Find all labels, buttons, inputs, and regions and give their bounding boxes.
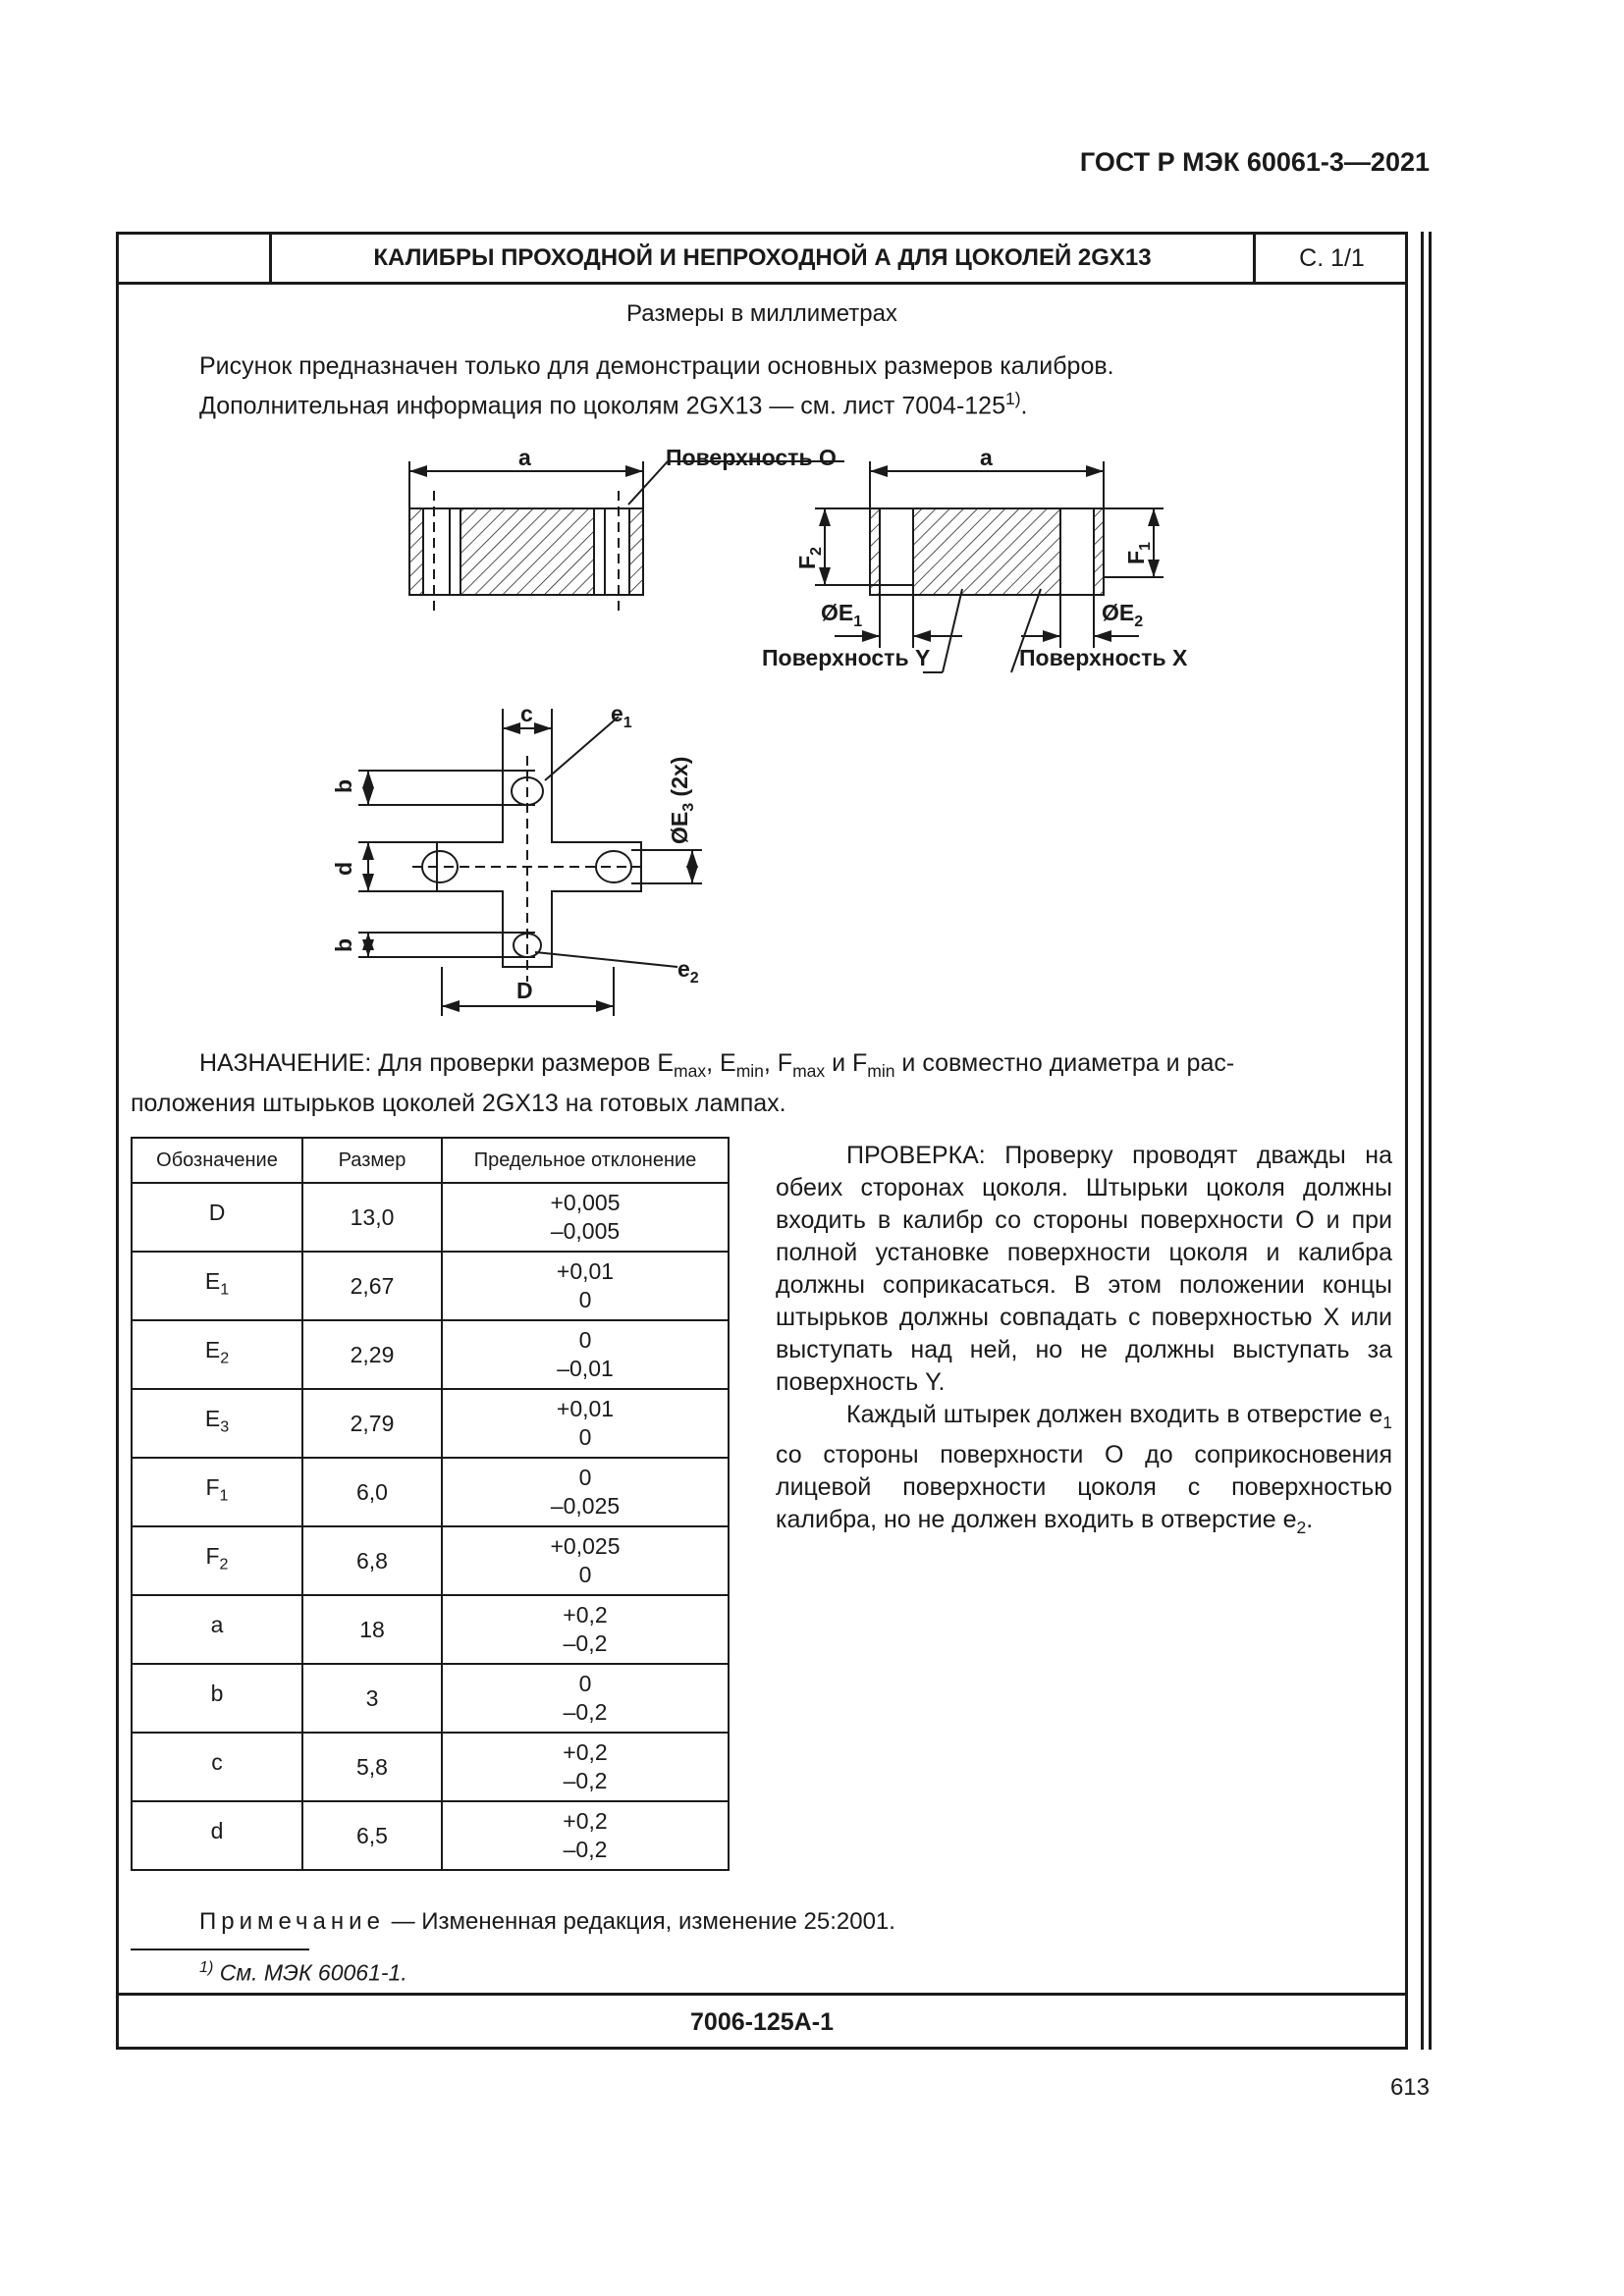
frame-double-line bbox=[1429, 232, 1432, 2050]
cell-tolerance: 0 –0,2 bbox=[442, 1664, 729, 1733]
sheet-code: 7006-125A-1 bbox=[690, 2008, 834, 2036]
cell-tolerance: +0,01 0 bbox=[442, 1389, 729, 1458]
page-number: 613 bbox=[1389, 2074, 1430, 2101]
cell-size: 3 bbox=[302, 1664, 442, 1733]
intro-line-1: Рисунок предназначен только для демонстрации основных размеров калибров. bbox=[199, 352, 1114, 380]
footnote: $^{1)}$ См. МЭК 60061-1. bbox=[199, 1958, 407, 1986]
note-label: Примечание bbox=[199, 1908, 385, 1935]
cell-designation: b bbox=[132, 1664, 302, 1733]
cell-tolerance: +0,01 0 bbox=[442, 1252, 729, 1320]
dim-a-right: a bbox=[980, 445, 993, 470]
cell-designation: D bbox=[132, 1183, 302, 1252]
cell-size: 13,0 bbox=[302, 1183, 442, 1252]
cell-tolerance: +0,005 –0,005 bbox=[442, 1183, 729, 1252]
sheet-title: КАЛИБРЫ ПРОХОДНОЙ И НЕПРОХОДНОЙ А ДЛЯ ЦОКОЛЕЙ 2GX13 bbox=[373, 244, 1152, 271]
dim-f2: $F_2$ bbox=[794, 547, 825, 569]
table-row bbox=[132, 1801, 729, 1870]
label-surface-o: Поверхность O bbox=[666, 445, 837, 470]
cell-designation: $E_1$ bbox=[132, 1252, 302, 1320]
dim-c: c bbox=[520, 701, 533, 726]
footnote-rule bbox=[131, 1949, 309, 1950]
cell-tolerance: +0,2 –0,2 bbox=[442, 1595, 729, 1664]
col-tolerance: Предельное отклонение bbox=[442, 1138, 729, 1183]
cell-designation: a bbox=[132, 1595, 302, 1664]
table-row bbox=[132, 1664, 729, 1733]
cell-size: 18 bbox=[302, 1595, 442, 1664]
cell-designation: $E_2$ bbox=[132, 1320, 302, 1389]
note bbox=[199, 1908, 895, 1936]
cell-size: 2,79 bbox=[302, 1389, 442, 1458]
cell-designation: $E_3$ bbox=[132, 1389, 302, 1458]
note-text: — Измененная редакция, изменение 25:2001. bbox=[384, 1908, 895, 1935]
cell-designation: d bbox=[132, 1801, 302, 1870]
cell-tolerance: 0 –0,01 bbox=[442, 1320, 729, 1389]
cell-tolerance: +0,025 0 bbox=[442, 1526, 729, 1595]
intro-line-2: Дополнительная информация по цоколям 2GX13 — см. лист 7004-125$^{1)}$. bbox=[199, 389, 1028, 420]
cell-size: 2,29 bbox=[302, 1320, 442, 1389]
dim-e3: $ØE_3$ (2x) bbox=[667, 756, 697, 844]
cell-tolerance: 0 –0,025 bbox=[442, 1458, 729, 1526]
table-row bbox=[132, 1526, 729, 1595]
footnote-ref: 1) bbox=[1004, 389, 1021, 408]
table-row bbox=[132, 1320, 729, 1389]
cell-size: 6,8 bbox=[302, 1526, 442, 1595]
cell-designation: $F_2$ bbox=[132, 1526, 302, 1595]
gauge-section-left bbox=[409, 461, 844, 611]
col-size: Размер bbox=[302, 1138, 442, 1183]
cell-designation: c bbox=[132, 1733, 302, 1801]
table-row bbox=[132, 1389, 729, 1458]
cell-tolerance: +0,2 –0,2 bbox=[442, 1801, 729, 1870]
dim-e1: $ØE_1$ bbox=[821, 600, 863, 630]
cell-size: 6,0 bbox=[302, 1458, 442, 1526]
intro-text bbox=[199, 350, 1114, 422]
dim-D: D bbox=[516, 978, 533, 1003]
dim-d: d bbox=[331, 861, 356, 876]
table-row bbox=[132, 1595, 729, 1664]
table-row bbox=[132, 1183, 729, 1252]
label-surface-y: Поверхность Y bbox=[762, 645, 931, 670]
dim-b-bottom: b bbox=[331, 937, 356, 952]
cell-tolerance: +0,2 –0,2 bbox=[442, 1733, 729, 1801]
table-row bbox=[132, 1733, 729, 1801]
sheet-page: С. 1/1 bbox=[1299, 243, 1365, 272]
gauge-section-right bbox=[815, 461, 1164, 672]
col-designation: Обозначение bbox=[132, 1138, 302, 1183]
purpose-text bbox=[131, 1047, 1392, 1120]
purpose-line-2: положения штырьков цоколей 2GX13 на готовых лампах. bbox=[131, 1090, 786, 1117]
footer-divider bbox=[116, 1993, 1408, 1996]
purpose-line-1: НАЗНАЧЕНИЕ: Для проверки размеров $E_{max}$, $E_{min}$, $F_{max}$ и $F_{min}$ и совместно диаметра и рас- bbox=[199, 1049, 1235, 1081]
cell-size: 2,67 bbox=[302, 1252, 442, 1320]
dim-b-top: b bbox=[331, 778, 356, 793]
label-surface-x: Поверхность X bbox=[1019, 645, 1188, 670]
label-hole-e1: $e_1$ bbox=[611, 701, 632, 731]
standard-number: ГОСТ Р МЭК 60061-3—2021 bbox=[1079, 147, 1430, 177]
frame-double-line bbox=[1421, 232, 1424, 2050]
dimensions-table bbox=[131, 1137, 730, 1871]
cell-designation: $F_1$ bbox=[132, 1458, 302, 1526]
cell-size: 6,5 bbox=[302, 1801, 442, 1870]
units-note: Размеры в миллиметрах bbox=[626, 300, 897, 327]
check-paragraph-2: Каждый штырек должен входить в отверстие $e_1$ со стороны поверхности O до соприкосновения лицевой поверхности цоколя с поверхностью калибра, но не должен входить в отверстие $e_2$. bbox=[776, 1401, 1392, 1537]
dim-a-left: a bbox=[518, 445, 531, 470]
check-text bbox=[776, 1140, 1392, 1544]
gauge-drawing bbox=[314, 432, 1237, 1041]
cell-size: 5,8 bbox=[302, 1733, 442, 1801]
dim-f1: $F_1$ bbox=[1123, 542, 1154, 564]
label-hole-e2: $e_2$ bbox=[677, 956, 699, 987]
dim-e2: $ØE_2$ bbox=[1102, 600, 1144, 630]
table-row bbox=[132, 1458, 729, 1526]
table-row bbox=[132, 1252, 729, 1320]
table-header-row bbox=[132, 1138, 729, 1183]
check-paragraph-1: ПРОВЕРКА: Проверку проводят дважды на обеих сторонах цоколя. Штырьки цоколя должны входить в калибр со стороны поверхности O и при полной установке поверхности цоколя и калибра должны соприкасаться. В этом положении концы штырьков должны совпадать с поверхностью X или выступать над ней, но не должны выступать за поверхность Y. bbox=[776, 1142, 1392, 1396]
gauge-plan-view bbox=[358, 709, 702, 1016]
